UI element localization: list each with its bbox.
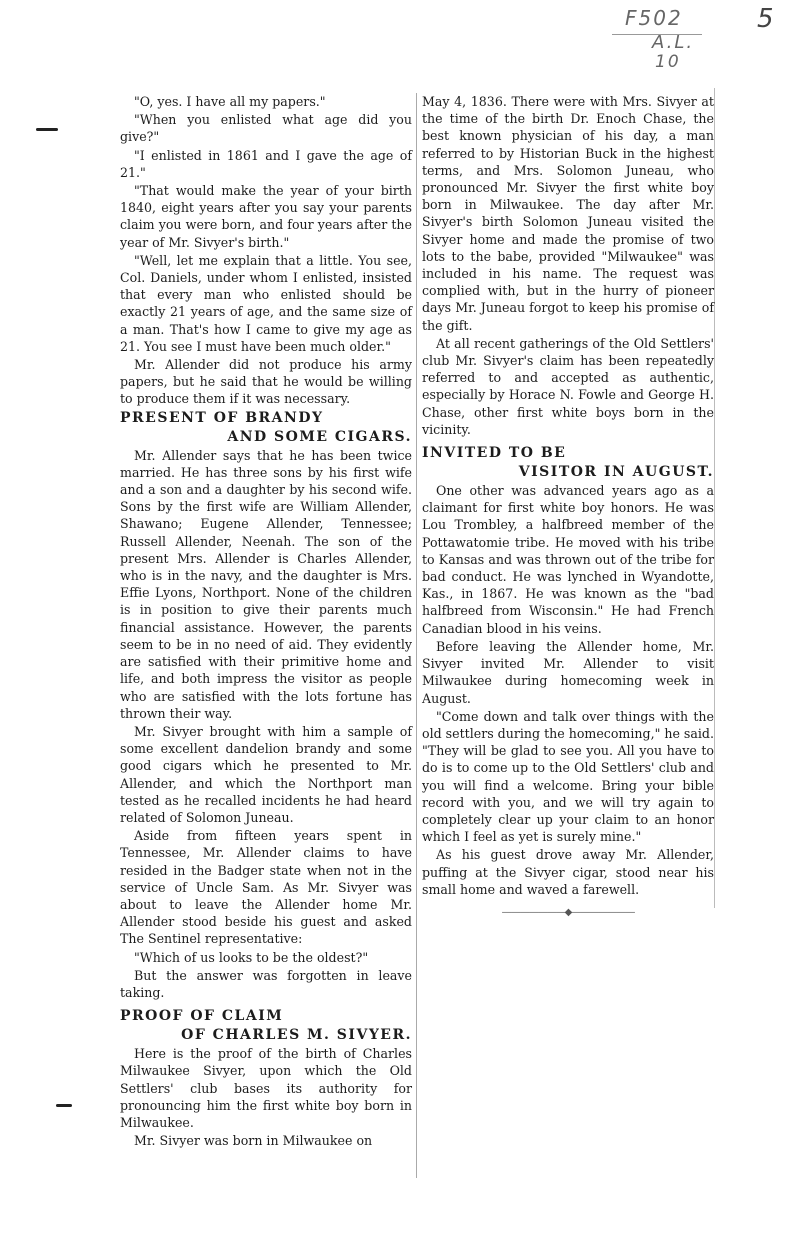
handwritten-page-number: 5	[757, 4, 774, 34]
left-column	[120, 93, 412, 1150]
right-clipping-edge	[714, 88, 715, 908]
paragraph: One other was advanced years ago as a claimant for first white boy honors. He was Lou Trombley, a halfbreed member of the Pottawatomie tribe. He moved with his tribe to Kansas and was thrown out of the tribe for bad conduct. He was lynched in Wyandotte, Kas., in 1867. He was known as the "bad halfbreed from Wisconsin." He had French Canadian blood in his veins.	[422, 483, 714, 636]
paragraph: "Well, let me explain that a little. You see, Col. Daniels, under whom I enlisted, insisted that every man who enlisted should be exactly 21 years of age, and the same size of a man. That's how I came to give my age as 21. You see I must have been much older."	[120, 252, 412, 354]
paragraph: Here is the proof of the birth of Charles Milwaukee Sivyer, upon which the Old Settlers' club bases its authority for pronouncing him the first white boy born in Milwaukee.	[120, 1046, 412, 1130]
paragraph: "When you enlisted what age did you give?"	[120, 112, 412, 145]
paragraph: "Come down and talk over things with the old settlers during the homecoming," he said. "They will be glad to see you. All you have to do is to come up to the Old Settlers' club and you will find a welcome. Bring your bible record with you, and we will try again to completely clear up your claim to an honor which I feel as yet is surely mine."	[422, 708, 714, 845]
section-heading-proof: PROOF OF CLAIM	[120, 1008, 284, 1025]
paragraph: As his guest drove away Mr. Allender, puffing at the Sivyer cigar, stood near his small home and waved a farewell.	[422, 847, 714, 897]
paragraph: Mr. Sivyer brought with him a sample of some excellent dandelion brandy and some good cigars which he presented to Mr. Allender, and which the Northport man tested as he recalled incidents he had heard related of Solomon Juneau.	[120, 723, 412, 825]
handwritten-annotation-number: 10	[655, 52, 681, 72]
right-column	[422, 93, 714, 921]
paragraph: "Which of us looks to be the oldest?"	[134, 949, 369, 965]
paragraph: Mr. Sivyer was born in Milwaukee on	[134, 1133, 373, 1149]
paragraph: But the answer was forgotten in leave taking.	[120, 967, 412, 1000]
paragraph: "I enlisted in 1861 and I gave the age of 21."	[120, 147, 412, 180]
column-divider	[416, 93, 417, 1178]
section-heading-brandy: PRESENT OF BRANDY	[120, 409, 324, 426]
margin-mark-bottom	[56, 1104, 72, 1107]
handwritten-annotation-initials: A.L.	[652, 32, 695, 53]
paragraph: At all recent gatherings of the Old Settlers' club Mr. Sivyer's claim has been repeatedly referred to and accepted as authentic, especially by Horace N. Fowle and George H. Chase, other first white boys born in the vicinity.	[422, 335, 714, 437]
paragraph: Aside from fifteen years spent in Tennessee, Mr. Allender claims to have resided in the Badger state when not in the service of Uncle Sam. As Mr. Sivyer was about to leave the Allender home Mr. Allender stood beside his guest and asked The Sentinel representative:	[120, 828, 412, 947]
handwritten-annotation-code: F502	[625, 6, 683, 30]
paragraph: Mr. Allender did not produce his army papers, but he said that he would be willing to produce them if it was necessary.	[120, 357, 412, 407]
section-heading-brandy-line2: AND SOME CIGARS.	[227, 428, 412, 445]
paragraph: "O, yes. I have all my papers."	[134, 94, 326, 109]
paragraph: "That would make the year of your birth 1840, eight years after you say your parents claim you were born, and four years after the year of Mr. Sivyer's birth."	[120, 183, 412, 250]
section-heading-invited: INVITED TO BE	[422, 445, 567, 462]
end-ornament: ———————◆———————	[501, 906, 635, 918]
paragraph: Mr. Allender says that he has been twice married. He has three sons by his first wife and a son and a daughter by his second wife. Sons by the first wife are William Allender, Shawano; Eugene Allender, Tennessee; Russell Allender, Neenah. The son of the present Mrs. Allender is Charles Allender, who is in the navy, and the daughter is Mrs. Effie Lyons, Northport. None of the children is in position to give their parents much financial assistance. However, the parents seem to be in no need of aid. They evidently are satisfied with their primitive home and life, and both impress the visitor as people who are satisfied with the lots fortune has thrown their way.	[120, 447, 412, 721]
paragraph: May 4, 1836. There were with Mrs. Sivyer at the time of the birth Dr. Enoch Chase, the best known physician of his day, a man referred to by Historian Buck in the highest terms, and Mrs. Solomon Juneau, who pronounced Mr. Sivyer the first white boy born in Milwaukee. The day after Mr. Sivyer's birth Solomon Juneau visited the Sivyer home and made the promise of two lots to the babe, provided "Milwaukee" was included in his name. The request was complied with, but in the hurry of pioneer days Mr. Juneau forgot to keep his promise of the gift.	[422, 94, 714, 333]
section-heading-proof-line2: OF CHARLES M. SIVYER.	[181, 1027, 412, 1044]
paragraph: Before leaving the Allender home, Mr. Sivyer invited Mr. Allender to visit Milwaukee during homecoming week in August.	[422, 638, 714, 706]
section-heading-invited-line2: VISITOR IN AUGUST.	[518, 464, 714, 481]
margin-mark-top	[36, 128, 58, 131]
